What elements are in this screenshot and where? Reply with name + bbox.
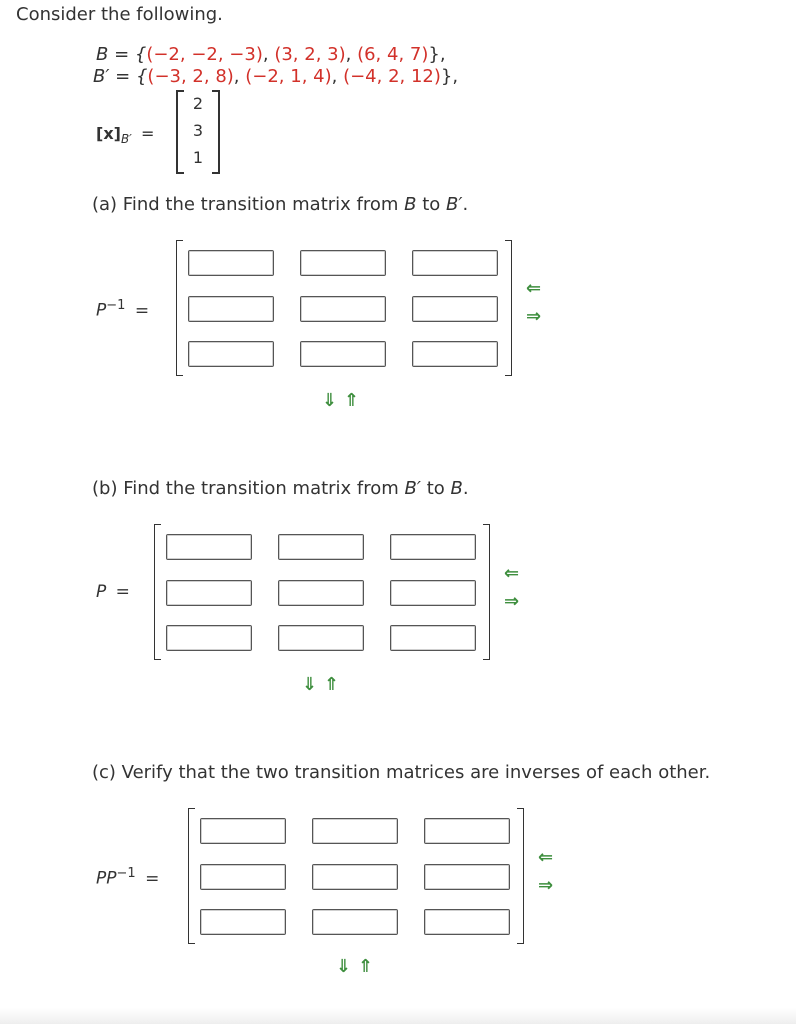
matrix-b-cell-r3c1[interactable] [166,625,252,651]
matrix-b-eq: = [115,582,130,602]
matrix-a-cell-r3c3[interactable] [412,341,498,367]
set-b-sep: , [345,44,358,65]
add-column-arrow-icon[interactable]: ⇒ [538,875,554,896]
matrix-b-cell-r3c3[interactable] [390,625,476,651]
set-b-vector-2: (3, 2, 3) [274,44,346,65]
add-row-arrow-icon[interactable]: ⇓ [322,390,338,411]
set-bp-label: B′ = { [93,66,148,87]
set-bp-vector-2: (−2, 1, 4) [245,66,332,87]
matrix-a-cell-r1c2[interactable] [300,250,386,276]
matrix-c-eq: = [145,868,160,889]
remove-row-arrow-icon[interactable]: ⇑ [324,674,340,695]
matrix-c-cell-r2c2[interactable] [312,864,398,890]
question-b-prefix: (b) Find the transition matrix from [92,478,405,499]
matrix-b-cell-r2c3[interactable] [390,580,476,606]
matrix-c-cell-r3c2[interactable] [312,909,398,935]
set-bp-sep: , [331,66,344,87]
matrix-c-cell-r2c1[interactable] [200,864,286,890]
matrix-a-cell-r2c3[interactable] [412,296,498,322]
matrix-b-cell-r1c3[interactable] [390,534,476,560]
matrix-c-label [96,866,159,889]
set-b [96,44,446,65]
set-b-prime [93,66,458,87]
matrix-a-eq: = [134,300,150,321]
coord-x-label: [x] [96,124,121,143]
matrix-a-cell-r2c2[interactable] [300,296,386,322]
matrix-b-cell-r3c2[interactable] [278,625,364,651]
question-a-prefix: (a) Find the transition matrix from [92,194,405,215]
remove-row-arrow-icon[interactable]: ⇑ [344,390,360,411]
add-column-arrow-icon[interactable]: ⇒ [526,306,542,327]
coord-value-1: 2 [192,94,204,113]
matrix-c-cell-r2c3[interactable] [424,864,510,890]
question-b-end: . [462,478,469,499]
coord-eq: = [141,124,155,143]
matrix-c-symbol: PP [96,868,117,889]
add-column-arrow-icon[interactable]: ⇒ [504,591,520,612]
matrix-a-cell-r1c1[interactable] [188,250,274,276]
matrix-c-cell-r3c3[interactable] [424,909,510,935]
question-b-mid: to [420,478,451,499]
remove-column-arrow-icon[interactable]: ⇐ [526,278,542,299]
set-bp-close: }, [440,66,459,87]
add-row-arrow-icon[interactable]: ⇓ [302,674,318,695]
set-bp-vector-3: (−4, 2, 12) [343,66,441,87]
matrix-a-cell-r2c1[interactable] [188,296,274,322]
set-b-label: B = { [96,44,147,65]
coord-subscript: B′ [120,132,132,147]
set-b-sep: , [262,44,275,65]
coord-value-3: 1 [192,148,204,167]
question-a-to: B′ [446,194,463,215]
set-b-vector-1: (−2, −2, −3) [146,44,263,65]
matrix-a-cell-r3c2[interactable] [300,341,386,367]
matrix-b-cell-r1c2[interactable] [278,534,364,560]
matrix-c-sup: −1 [116,866,136,881]
question-b [92,478,469,499]
coord-vector [176,90,220,174]
set-bp-vector-1: (−3, 2, 8) [147,66,234,87]
matrix-b-cell-r1c1[interactable] [166,534,252,560]
matrix-a-cell-r3c1[interactable] [188,341,274,367]
intro-text: Consider the following. [16,4,223,25]
matrix-c-cell-r1c2[interactable] [312,818,398,844]
set-b-vector-3: (6, 4, 7) [357,44,429,65]
remove-column-arrow-icon[interactable]: ⇐ [504,563,520,584]
matrix-b-cell-r2c2[interactable] [278,580,364,606]
question-a-end: . [462,194,469,215]
matrix-a-symbol: P [96,300,107,321]
matrix-a-sup: −1 [106,298,126,313]
matrix-b-symbol: P [96,582,107,602]
question-c: (c) Verify that the two transition matrices are inverses of each other. [92,762,711,783]
matrix-c-cell-r1c1[interactable] [200,818,286,844]
matrix-a-cell-r1c3[interactable] [412,250,498,276]
matrix-a-label [96,298,149,321]
question-a-from: B [404,194,417,215]
coord-value-2: 3 [192,121,204,140]
question-b-to: B [450,478,463,499]
coord-label [96,124,154,146]
add-row-arrow-icon[interactable]: ⇓ [336,956,352,977]
bottom-edge [0,1008,796,1024]
question-a [92,194,468,215]
question-a-mid: to [416,194,447,215]
matrix-c-cell-r1c3[interactable] [424,818,510,844]
matrix-b-cell-r2c1[interactable] [166,580,252,606]
set-bp-sep: , [233,66,246,87]
matrix-b-label [96,582,130,602]
question-b-from: B′ [404,478,421,499]
remove-column-arrow-icon[interactable]: ⇐ [538,847,554,868]
matrix-c-cell-r3c1[interactable] [200,909,286,935]
remove-row-arrow-icon[interactable]: ⇑ [358,956,374,977]
set-b-close: }, [428,44,446,65]
